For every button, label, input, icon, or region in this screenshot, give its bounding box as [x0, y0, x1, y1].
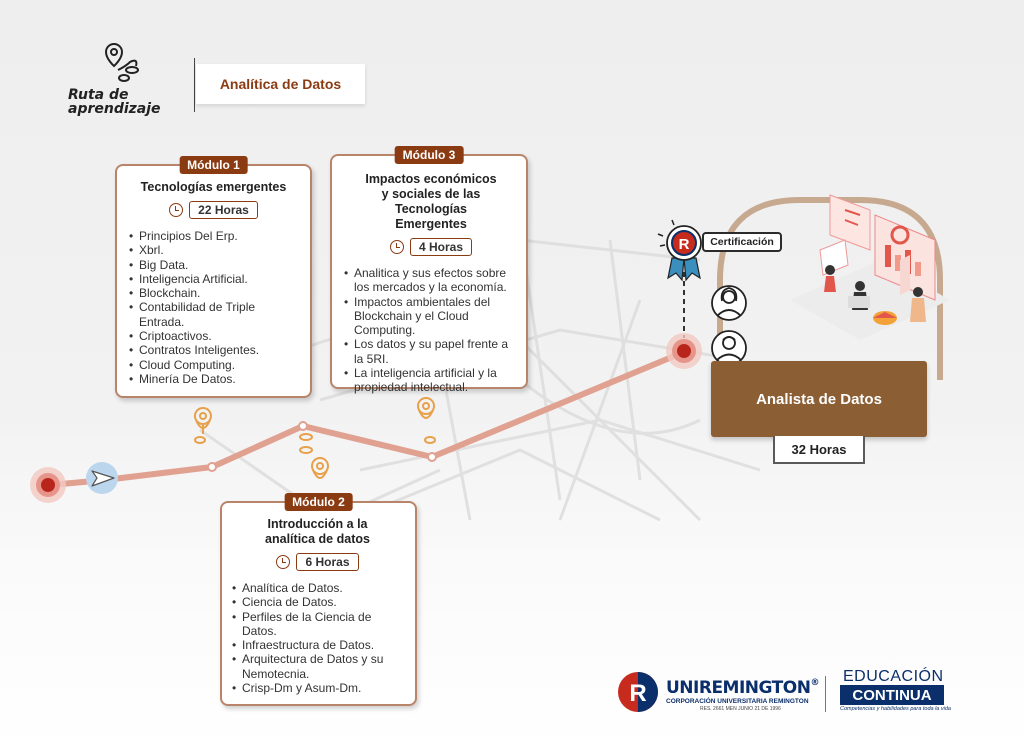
module-3-hours-value: 4 Horas: [410, 238, 472, 256]
list-item: • Arquitectura de Datos y su Nemotecnia.: [232, 652, 403, 681]
certification-label: Certificación: [702, 232, 782, 252]
course-title: Analítica de Datos: [196, 64, 365, 104]
destination-title: Analista de Datos: [711, 361, 927, 437]
list-item: • Blockchain.: [129, 286, 298, 300]
list-item: • Criptoactivos.: [129, 329, 298, 343]
list-item: • Crisp-Dm y Asum-Dm.: [232, 681, 403, 695]
logo-wordmark: [68, 88, 161, 116]
female-user-icon: [712, 286, 746, 320]
continua-label: CONTINUA: [840, 685, 944, 705]
module-3-title: Impactos económicos y sociales de las Tecnologías Emergentes: [365, 172, 497, 231]
list-item: • Cloud Computing.: [129, 358, 298, 372]
list-item: • Contabilidad de Triple Entrada.: [129, 300, 298, 329]
module-2-topics: [232, 581, 403, 695]
map-pin-icon: [418, 398, 435, 443]
list-item: • Perfiles de la Ciencia de Datos.: [232, 610, 403, 639]
module-3-card: [330, 148, 528, 395]
route-node-start: [30, 467, 66, 503]
list-item: • Los datos y su papel frente a la 5RI.: [344, 337, 518, 366]
total-hours: 32 Horas: [773, 436, 865, 464]
list-item: • Principios Del Erp.: [129, 229, 298, 243]
list-item: • Inteligencia Artificial.: [129, 272, 298, 286]
clock-icon: [169, 203, 183, 217]
module-1-topics: [129, 229, 298, 386]
module-1-card: [115, 158, 312, 398]
route-waypoint: [208, 463, 216, 471]
module-3-tag: Módulo 3: [395, 146, 464, 164]
svg-text:R: R: [629, 680, 647, 707]
list-item: • Ciencia de Datos.: [232, 595, 403, 609]
list-item: • Analítica de Datos.: [232, 581, 403, 595]
map-pin-icon: [300, 434, 328, 478]
university-resolution: RES. 2661 MEN JUNIO 21 DE 1996: [700, 706, 781, 712]
module-1-hours: [129, 201, 298, 219]
list-item: • Big Data.: [129, 258, 298, 272]
uniremington-logo-icon: [616, 670, 660, 716]
module-2-hours: [232, 553, 403, 571]
university-name: UNIREMINGTON®: [666, 678, 819, 698]
educacion-label: EDUCACIÓN: [843, 668, 944, 685]
clock-icon: [276, 555, 290, 569]
footer-divider: [825, 676, 826, 712]
list-item: • Analitica y sus efectos sobre los mercados y la economía.: [344, 266, 518, 295]
list-item: • Xbrl.: [129, 243, 298, 257]
route-node-end: [666, 333, 702, 369]
module-2-tag: Módulo 2: [284, 493, 353, 511]
module-1-tag: Módulo 1: [179, 156, 248, 174]
svg-text:R: R: [678, 236, 690, 253]
clock-icon: [390, 240, 404, 254]
module-1-title: Tecnologías emergentes: [140, 180, 287, 194]
module-3-topics: [344, 266, 518, 395]
data-analysis-illustration: [790, 195, 950, 340]
certification-ribbon-icon: [658, 220, 701, 280]
route-waypoint: [428, 453, 436, 461]
registered-mark: ®: [810, 678, 819, 688]
module-2-card: [220, 495, 417, 706]
list-item: • La inteligencia artificial y la propiedad intelectual.: [344, 366, 518, 395]
module-2-title: Introducción a la analítica de datos: [265, 517, 370, 546]
edu-tagline: Competencias y habilidades para toda la vida: [840, 706, 951, 712]
module-1-hours-value: 22 Horas: [189, 201, 258, 219]
list-item: • Minería De Datos.: [129, 372, 298, 386]
module-2-hours-value: 6 Horas: [296, 553, 358, 571]
module-3-hours: [344, 238, 518, 256]
header-divider: [194, 58, 195, 112]
list-item: • Impactos ambientales del Blockchain y el Cloud Computing.: [344, 295, 518, 338]
male-user-icon: [712, 331, 746, 365]
list-item: • Infraestructura de Datos.: [232, 638, 403, 652]
logo-line-1: Ruta de: [68, 87, 129, 103]
university-subtitle: CORPORACIÓN UNIVERSITARIA REMINGTON: [666, 698, 809, 705]
logo-line-2: aprendizaje: [68, 101, 161, 117]
paper-plane-icon: [86, 462, 118, 494]
route-waypoint: [299, 422, 307, 430]
list-item: • Contratos Inteligentes.: [129, 343, 298, 357]
map-pin-icon: [195, 408, 211, 443]
